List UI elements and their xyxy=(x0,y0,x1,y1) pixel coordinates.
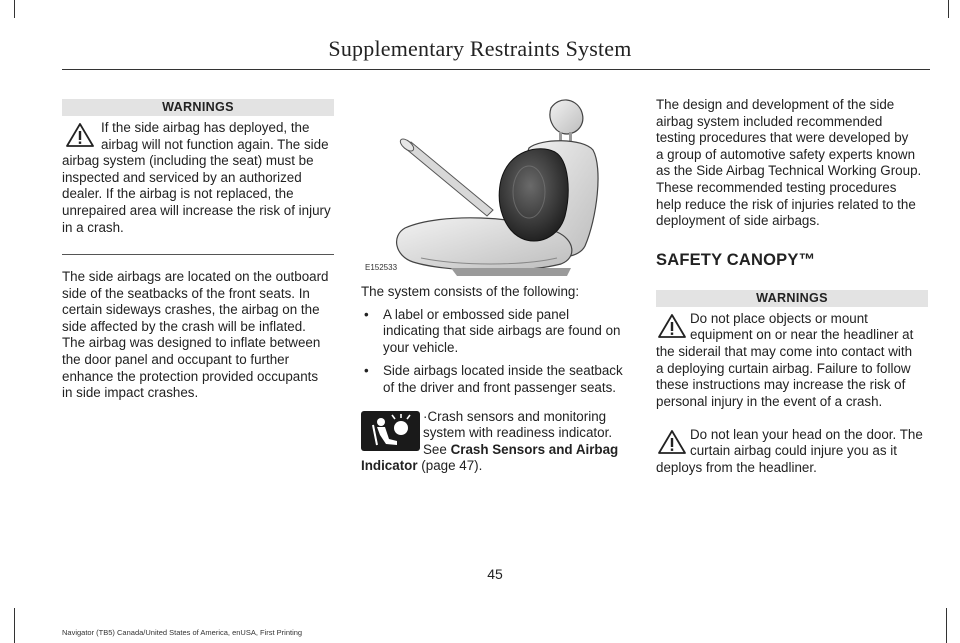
page-number: 45 xyxy=(487,566,503,582)
list-item xyxy=(361,363,631,396)
warning-line: these instructions may increase the risk of xyxy=(656,377,906,393)
bullet-line: Side airbags located inside the seatback xyxy=(383,363,623,379)
warning-line: curtain airbag could injure you as it xyxy=(690,443,897,459)
crash-sensors-line: ·Crash sensors and monitoring xyxy=(423,408,607,424)
warning-line: personal injury in the event of a crash. xyxy=(656,393,883,409)
crash-sensors-link[interactable]: Crash Sensors and Airbag xyxy=(450,441,619,457)
design-paragraph xyxy=(656,97,928,230)
body-line: The side airbags are located on the outboard xyxy=(62,269,329,284)
bullet-line: of the driver and front passenger seats. xyxy=(383,379,616,395)
body-line: These recommended testing procedures xyxy=(656,179,897,195)
system-intro: The system consists of the following: xyxy=(361,284,580,299)
headliner-warning xyxy=(656,311,928,411)
warning-end-rule xyxy=(62,254,334,255)
see-text: See xyxy=(423,441,447,457)
crop-mark-bottom-left xyxy=(0,608,15,643)
body-line: certain sideways crashes, the airbag on the xyxy=(62,302,320,318)
section-heading: SAFETY CANOPY™ xyxy=(656,250,816,269)
body-line: the door panel and occupant to further xyxy=(62,351,290,367)
warning-line: deploys from the headliner. xyxy=(656,459,817,475)
side-airbag-warning xyxy=(62,120,334,238)
warning-triangle-icon xyxy=(657,429,687,455)
body-line: testing procedures that were developed by xyxy=(656,130,909,146)
airbag-indicator-icon xyxy=(361,411,420,451)
body-line: help reduce the risk of injuries related to the xyxy=(656,196,916,212)
warning-line: airbag system (including the seat) must be xyxy=(62,153,314,169)
body-line: side of the seatbacks of the front seats. In xyxy=(62,285,310,301)
warning-line: If the side airbag has deployed, the xyxy=(101,120,310,135)
middle-column xyxy=(361,88,631,479)
crop-mark-top-right xyxy=(948,0,960,18)
bullet-mark: • xyxy=(364,363,369,379)
warning-triangle-icon xyxy=(657,313,687,339)
body-line: in side impact crashes. xyxy=(62,385,199,401)
warning-line: the siderail that may come into contact with xyxy=(656,343,913,359)
bullet-line: indicating that side airbags are found on xyxy=(383,323,621,339)
crash-sensors-line: system with readiness indicator. xyxy=(423,425,613,441)
crash-sensors-see-line xyxy=(423,442,618,459)
right-column xyxy=(656,97,928,477)
door-lean-warning xyxy=(656,427,928,477)
crash-sensors-item xyxy=(361,409,631,479)
warnings-heading: WARNINGS xyxy=(62,99,334,116)
body-line: The airbag was designed to inflate between xyxy=(62,335,321,351)
page-header-title: Supplementary Restraints System xyxy=(328,36,632,61)
crop-mark-top-left xyxy=(0,0,15,18)
warning-line: a deploying curtain airbag. Failure to follow xyxy=(656,360,911,376)
figure-code: E152533 xyxy=(365,263,398,272)
bullet-line: A label or embossed side panel xyxy=(383,306,570,322)
page-reference: (page 47). xyxy=(421,458,483,474)
bullet-mark: • xyxy=(364,306,369,322)
list-item xyxy=(361,307,631,357)
warning-line: dealer. If the airbag is not replaced, the xyxy=(62,186,294,202)
left-column xyxy=(62,99,334,402)
warning-line: Do not lean your head on the door. The xyxy=(690,426,923,442)
warning-line: equipment on or near the headliner at xyxy=(690,327,914,343)
bullet-line: your vehicle. xyxy=(383,339,459,355)
body-line: side affected by the crash will be inflated. xyxy=(62,318,306,334)
crop-mark-bottom-right xyxy=(946,608,960,643)
side-airbag-location-paragraph xyxy=(62,269,334,402)
warning-line: in a crash. xyxy=(62,219,124,235)
body-line: enhance the protection provided occupants xyxy=(62,368,319,384)
seat-side-airbag-illustration xyxy=(361,88,631,278)
warning-line: unrepaired area will increase the risk of injury xyxy=(62,203,331,218)
warnings-heading: WARNINGS xyxy=(656,290,928,307)
indicator-link[interactable]: Indicator xyxy=(361,458,418,474)
body-line: airbag system included recommended xyxy=(656,113,883,129)
warning-triangle-icon xyxy=(65,122,95,148)
crash-sensors-ref-line xyxy=(361,458,482,475)
warning-line: airbag will not function again. The side xyxy=(101,136,329,152)
warning-line: Do not place objects or mount xyxy=(690,310,868,326)
body-line: deployment of side airbags. xyxy=(656,213,820,229)
footer-text: Navigator (TB5) Canada/United States of America, enUSA, First Printing xyxy=(62,628,303,637)
body-line: as the Side Airbag Technical Working Group. xyxy=(656,163,922,179)
header-rule xyxy=(62,69,930,70)
body-line: a group of automotive safety experts known xyxy=(656,146,916,162)
body-line: The design and development of the side xyxy=(656,97,895,112)
warning-line: inspected and serviced by an authorized xyxy=(62,169,302,185)
